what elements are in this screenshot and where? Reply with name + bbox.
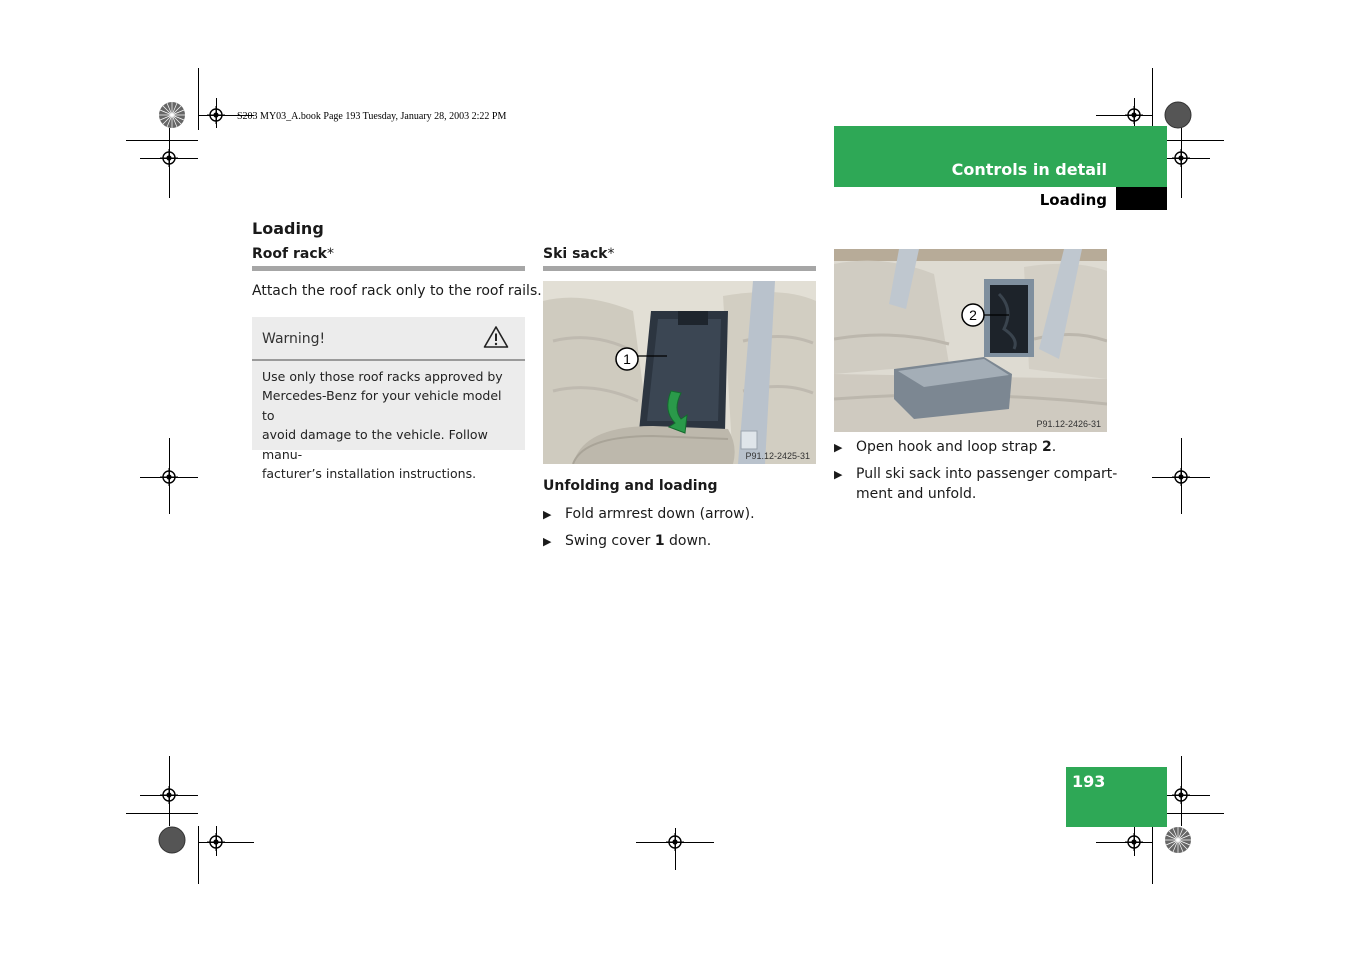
registration-crosshair-icon — [160, 149, 178, 167]
registration-crosshair-icon — [1172, 468, 1190, 486]
registration-crosshair-icon — [1172, 149, 1190, 167]
figure-callout-1: 1 — [623, 351, 631, 367]
step-text-end: . — [1051, 439, 1057, 455]
step-text: Pull ski sack into passenger compart- — [856, 466, 1118, 482]
step-item — [543, 532, 711, 552]
warning-line: facturer’s installation instructions. — [262, 466, 477, 482]
step-text: Swing cover — [565, 533, 655, 549]
ski-sack-heading — [543, 246, 614, 262]
step-text: Open hook and loop strap — [856, 439, 1043, 455]
unfolding-heading: Unfolding and loading — [543, 478, 718, 494]
warning-triangle-icon — [483, 325, 509, 349]
optional-equipment-mark: * — [607, 246, 615, 262]
step-item — [543, 505, 755, 525]
registration-crosshair-icon — [160, 786, 178, 804]
warning-line: Use only those roof racks approved by — [262, 369, 503, 384]
ski-sack-photo — [834, 249, 1107, 432]
roof-rack-heading-text: Roof rack — [252, 246, 327, 262]
armrest-photo — [543, 281, 816, 464]
heading-rule — [252, 266, 525, 271]
star-target-icon — [158, 826, 186, 854]
registration-crosshair-icon — [207, 106, 225, 124]
bullet-triangle-icon: ▶ — [834, 441, 843, 454]
warning-line: Mercedes-Benz for your vehicle model to — [262, 388, 502, 423]
figure-code: P91.12-2426-31 — [1036, 419, 1101, 429]
step-item — [834, 465, 1117, 504]
step-text: Fold armrest down (arrow). — [565, 506, 755, 522]
bullet-triangle-icon: ▶ — [834, 468, 843, 481]
print-header: S203 MY03_A.book Page 193 Tuesday, January 28, 2003 2:22 PM — [237, 111, 507, 122]
section-title: Controls in detail — [951, 160, 1107, 179]
step-callout-ref: 1 — [654, 533, 665, 549]
registration-crosshair-icon — [666, 833, 684, 851]
warning-box — [252, 317, 525, 482]
bullet-triangle-icon: ▶ — [543, 535, 552, 548]
step-callout-ref: 2 — [1042, 439, 1052, 455]
bullet-triangle-icon: ▶ — [543, 508, 552, 521]
step-text-continued: ment and unfold. — [856, 485, 977, 502]
figure-code: P91.12-2425-31 — [745, 451, 810, 461]
heading-rule — [543, 266, 816, 271]
roof-rack-heading — [252, 246, 334, 262]
registration-crosshair-icon — [1125, 106, 1143, 124]
ski-sack-heading-text: Ski sack — [543, 246, 608, 262]
warning-line: avoid damage to the vehicle. Follow manu- — [262, 427, 488, 462]
warning-text — [262, 367, 517, 483]
page-number: 193 — [1072, 772, 1106, 791]
warning-title: Warning! — [262, 331, 326, 347]
registration-crosshair-icon — [160, 468, 178, 486]
registration-crosshair-icon — [1125, 833, 1143, 851]
step-text-end: down. — [664, 533, 712, 549]
subsection-title: Loading — [1039, 191, 1107, 209]
registration-crosshair-icon — [1172, 786, 1190, 804]
warning-separator — [252, 359, 525, 361]
registration-crosshair-icon — [207, 833, 225, 851]
star-target-icon — [158, 101, 186, 129]
roof-rack-intro: Attach the roof rack only to the roof rails. — [252, 283, 542, 299]
optional-equipment-mark: * — [326, 246, 334, 262]
section-marker — [1116, 187, 1167, 210]
star-target-icon — [1164, 826, 1192, 854]
page-title: Loading — [252, 219, 324, 238]
step-item — [834, 438, 1056, 458]
figure-callout-2: 2 — [969, 307, 977, 323]
star-target-icon — [1164, 101, 1192, 129]
